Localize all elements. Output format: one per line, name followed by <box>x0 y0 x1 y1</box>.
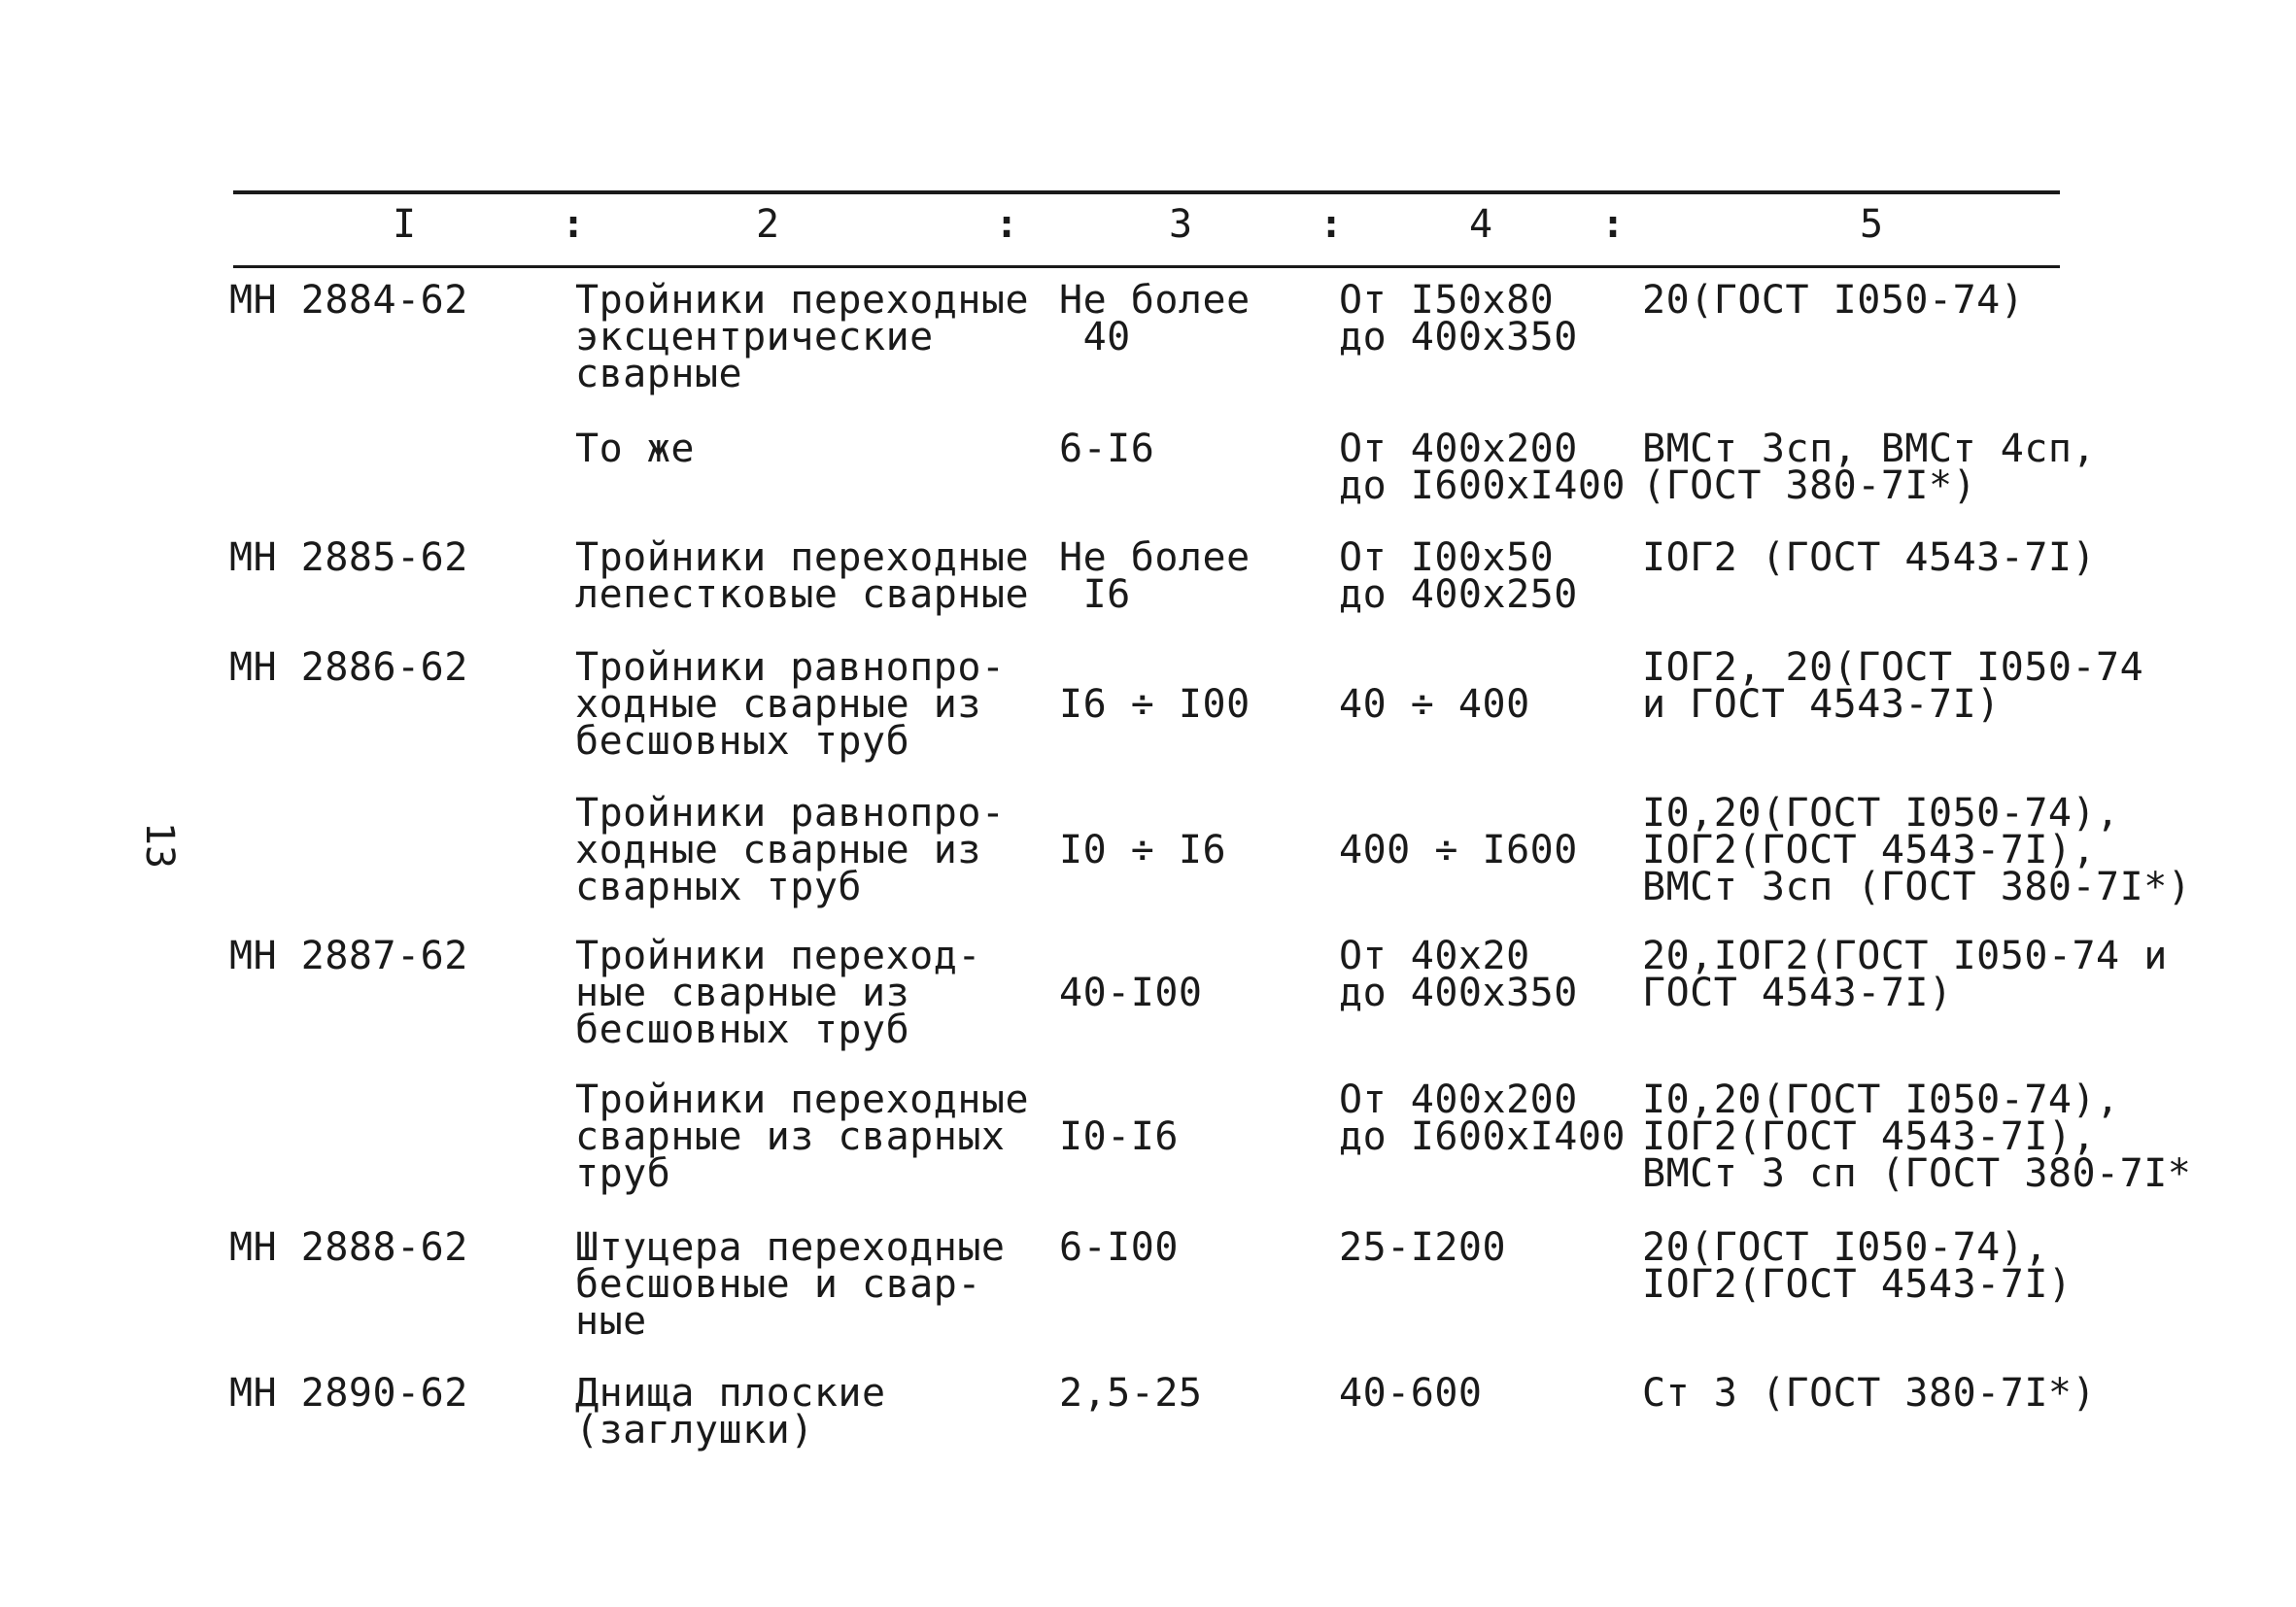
header-separator: : <box>1319 202 1344 247</box>
header-col2: 2 <box>756 202 780 247</box>
cell-standard: МН 2890-62 <box>229 1371 468 1416</box>
cell-name: Тройники равнопро- ходные сварные из бесшовных труб <box>575 645 1006 764</box>
cell-material: IОГ2, 20(ГОСТ I050-74 и ГОСТ 4543-7I) <box>1642 645 2144 727</box>
cell-standard: МН 2886-62 <box>229 645 468 690</box>
header-separator: : <box>995 202 1019 247</box>
cell-pressure: Не более I6 <box>1059 535 1251 617</box>
cell-standard: МН 2885-62 <box>229 535 468 580</box>
cell-diameter: 40 ÷ 400 <box>1339 682 1530 727</box>
cell-pressure: 6-I00 <box>1059 1225 1179 1270</box>
cell-name: Штуцера переходные бесшовные и свар- ные <box>575 1225 1006 1344</box>
cell-pressure: 2,5-25 <box>1059 1371 1203 1416</box>
cell-diameter: 25-I200 <box>1339 1225 1507 1270</box>
cell-material: 20(ГОСТ I050-74) <box>1642 278 2025 323</box>
cell-material: IОГ2 (ГОСТ 4543-7I) <box>1642 535 2097 580</box>
cell-name: Тройники переходные сварные из сварных труб <box>575 1077 1030 1196</box>
cell-name: Тройники переходные лепестковые сварные <box>575 535 1030 617</box>
cell-material: ВМСт 3сп, ВМСт 4сп, (ГОСТ 380-7I*) <box>1642 427 2097 508</box>
cell-diameter: От I00x50 до 400x250 <box>1339 535 1578 617</box>
cell-name: Тройники переход- ные сварные из бесшовных труб <box>575 934 981 1052</box>
header-col5: 5 <box>1860 202 1884 247</box>
header-col4: 4 <box>1469 202 1493 247</box>
cell-name: Тройники равнопро- ходные сварные из сварных труб <box>575 791 1006 909</box>
header-separator: : <box>1601 202 1626 247</box>
cell-material: 20,IОГ2(ГОСТ I050-74 и ГОСТ 4543-7I) <box>1642 934 2168 1015</box>
cell-name: То же <box>575 427 695 471</box>
header-col3: 3 <box>1169 202 1193 247</box>
cell-pressure: 40-I00 <box>1059 971 1203 1015</box>
cell-diameter: 400 ÷ I600 <box>1339 828 1578 872</box>
cell-standard: МН 2884-62 <box>229 278 468 323</box>
cell-name: Днища плоские (заглушки) <box>575 1371 886 1453</box>
header-col1: I <box>393 202 417 247</box>
cell-name: Тройники переходные эксцентрические сварные <box>575 278 1030 396</box>
cell-standard: МН 2888-62 <box>229 1225 468 1270</box>
cell-material: I0,20(ГОСТ I050-74), IОГ2(ГОСТ 4543-7I), ВМСт 3сп (ГОСТ 380-7I*) <box>1642 791 2192 909</box>
cell-standard: МН 2887-62 <box>229 934 468 978</box>
cell-diameter: 40-600 <box>1339 1371 1483 1416</box>
header-separator: : <box>562 202 586 247</box>
cell-pressure: I6 ÷ I00 <box>1059 682 1251 727</box>
cell-pressure: 6-I6 <box>1059 427 1155 471</box>
cell-diameter: От I50x80 до 400x350 <box>1339 278 1578 359</box>
cell-diameter: От 400x200 до I600xI400 <box>1339 1077 1626 1159</box>
cell-material: I0,20(ГОСТ I050-74), IОГ2(ГОСТ 4543-7I), ВМСт 3 сп (ГОСТ 380-7I* <box>1642 1077 2192 1196</box>
cell-diameter: От 400x200 до I600xI400 <box>1339 427 1626 508</box>
cell-pressure: I0 ÷ I6 <box>1059 828 1227 872</box>
cell-material: Ст 3 (ГОСТ 380-7I*) <box>1642 1371 2097 1416</box>
cell-pressure: I0-I6 <box>1059 1114 1179 1159</box>
page-number: 13 <box>137 821 183 870</box>
cell-material: 20(ГОСТ I050-74), IОГ2(ГОСТ 4543-7I) <box>1642 1225 2073 1307</box>
cell-pressure: Не более 40 <box>1059 278 1251 359</box>
cell-diameter: От 40x20 до 400x350 <box>1339 934 1578 1015</box>
